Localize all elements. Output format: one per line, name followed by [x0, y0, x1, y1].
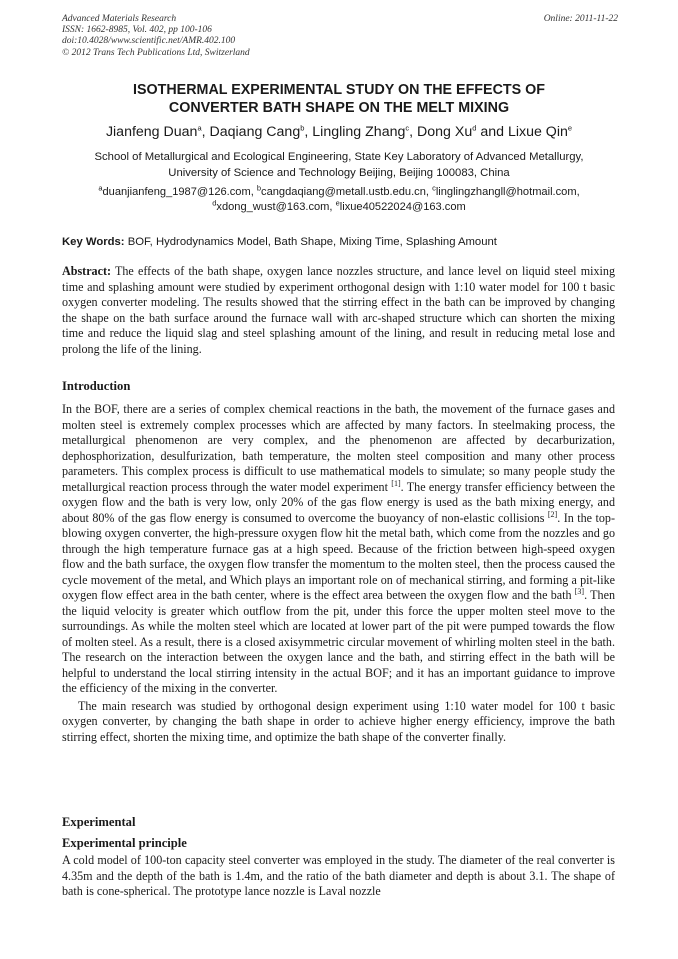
email-sup: c [432, 183, 436, 193]
email-link[interactable]: linglingzhangll@hotmail.com [435, 186, 577, 198]
intro-text: In the BOF, there are a series of complex chemical reactions in the bath, the movement of the furnace gases and molten steel is extremely complex processes which are affected by many factors. In steelmaking process, the metallurgical phenomenon are very complex, and the phenomenon are affected by decarburization, dephosphorization, desulfurization, bath temperature, the molten steel composition and many other process parameters. This complex process is difficult to use mathematical models to simulate; so many people study the metallurgical reaction process through the water model experiment [62, 402, 615, 494]
email-link[interactable]: lixue40522024@163.com [339, 200, 466, 213]
affiliation-line-2: University of Science and Technology Beijing, Beijing 100083, China [168, 166, 510, 179]
intro-paragraph-1 [62, 402, 615, 697]
intro-text: . Then the liquid velocity is greater which outflow from the pit, under this force the upper molten steel move to the surroundings. As while the molten steel which are located at lower part of the pit were pumped towards the flow of molten steel. As a result, there is a closed axisymmetric circular movement of whirling molten steel in the bath. The research on the interaction between the oxygen lance and the bath, and stirring effect in the bath will be helpful to understand the local stirring intensity in the actual BOF; and it has an important guidance to improve the efficiency of the mixing in the converter. [62, 588, 615, 695]
email-line-2 [62, 200, 616, 215]
email-sup: b [256, 183, 262, 193]
email-separator: , [425, 186, 433, 198]
email-link[interactable]: xdong_wust@163.com [216, 200, 330, 213]
abstract-text: The effects of the bath shape, oxygen lance nozzles structure, and lance level on liquid steel mixing time and splashing amount were studied by experiment orthogonal design with 1:10 water model for 100 t basic oxygen converter modeling. The results showed that the stirring effect in the bath can be improved by changing the shape on the bath surface around the furnace wall with arc-shaped structure which can shorten the mixing time and reduce the liquid slag and steel splashing amount of the lining, and result in reducing metal lose and prolong the life of the lining. [62, 264, 619, 356]
journal-name: Advanced Materials Research [62, 14, 177, 24]
doi-line: doi:10.4028/www.scientific.net/AMR.402.100 [62, 36, 236, 47]
affiliation-line-1: School of Metallurgical and Ecological Engineering, State Key Laboratory of Advanced Metallurgy, [94, 151, 584, 163]
paper-title [62, 81, 616, 117]
section-heading-experimental: Experimental [62, 815, 136, 829]
citation[interactable]: [3] [574, 586, 585, 596]
author-name: Dong Xu [417, 124, 473, 140]
email-sup: a [98, 183, 103, 193]
experimental-principle-body: A cold model of 100-ton capacity steel converter was employed in the study. The diameter of the real converter is 4.35m and the depth of the bath is 1.4m, and the ratio of the bath diameter and depth is about 3.1. The shape of bath is cone-spherical. The prototype lance nozzle is Laval nozzle [62, 853, 615, 898]
citation[interactable]: [2] [547, 509, 558, 519]
issn-line: ISSN: 1662-8985, Vol. 402, pp 100-106 [62, 25, 212, 36]
author-name: Lingling Zhang [312, 124, 406, 140]
author-name: Jianfeng Duan [105, 124, 198, 140]
email-link[interactable]: cangdaqiang@metall.ustb.edu.cn [261, 186, 426, 198]
author-separator: and [476, 124, 508, 140]
title-line-2: CONVERTER BATH SHAPE ON THE MELT MIXING [168, 100, 510, 116]
intro-paragraph-2: The main research was studied by orthogonal design experiment using 1:10 water model for 100 t basic oxygen converter, by changing the bath shape in order to achieve higher energy efficiency, improve the bath stirring effect, shorten the mixing time, and optimize the bath shape of the converter finally. [62, 698, 615, 744]
email-list [62, 185, 616, 215]
keywords-label: Key Words: [62, 236, 125, 248]
abstract-label: Abstract: [62, 264, 112, 278]
author-sup: c [405, 123, 410, 133]
online-date: Online: 2011-11-22 [543, 14, 618, 24]
section-heading-introduction: Introduction [62, 379, 131, 393]
email-separator: , [576, 186, 580, 198]
author-name: Daqiang Cang [209, 124, 301, 140]
subsection-heading-principle: Experimental principle [62, 836, 187, 850]
email-sup: e [335, 198, 340, 208]
journal-header [62, 14, 618, 59]
citation[interactable]: [1] [391, 478, 401, 488]
email-separator: , [329, 200, 336, 213]
abstract [62, 264, 619, 357]
author-list [62, 122, 616, 142]
intro-text: . The energy transfer efficiency between the oxygen flow and the bath is very low, only 20% of the gas flow energy is used as the bath mixing energy, and about 80% of the gas flow energy is consumed to overcome the buoyancy of non-elastic collisions [62, 479, 615, 525]
email-link[interactable]: duanjianfeng_1987@126.com [102, 186, 251, 198]
affiliation [62, 150, 616, 181]
title-line-1: ISOTHERMAL EXPERIMENTAL STUDY ON THE EFFECTS OF [133, 82, 545, 98]
introduction-body [62, 402, 615, 745]
intro-text: . In the top-blowing oxygen converter, the high-pressure oxygen flow hit the metal bath, which come from the nozzles and go through the high temperature furnace gas at a high speed. Because of the friction between high-speed oxygen flow and the bath surface, the oxygen flow transfer the momentum to the molten steel, then the process caused the cycle movement of the metal, and Which plays an important role on of mechanical stirring, and forming a pit-like oxygen flow effect area in the bath center, where is the effect area between the oxygen flow and the bath [62, 510, 615, 602]
email-sup: d [212, 198, 217, 208]
author-separator: , [304, 124, 313, 140]
copyright-line: © 2012 Trans Tech Publications Ltd, Switzerland [62, 47, 250, 58]
author-separator: , [409, 124, 417, 140]
author-name: Lixue Qin [507, 124, 568, 140]
keywords-text: BOF, Hydrodynamics Model, Bath Shape, Mixing Time, Splashing Amount [124, 236, 497, 248]
author-separator: , [201, 124, 210, 140]
author-sup: b [300, 123, 305, 133]
author-sup: a [197, 123, 202, 133]
author-sup: d [472, 123, 477, 133]
keywords [62, 235, 616, 250]
email-separator: , [250, 186, 257, 198]
author-sup: e [567, 123, 573, 133]
